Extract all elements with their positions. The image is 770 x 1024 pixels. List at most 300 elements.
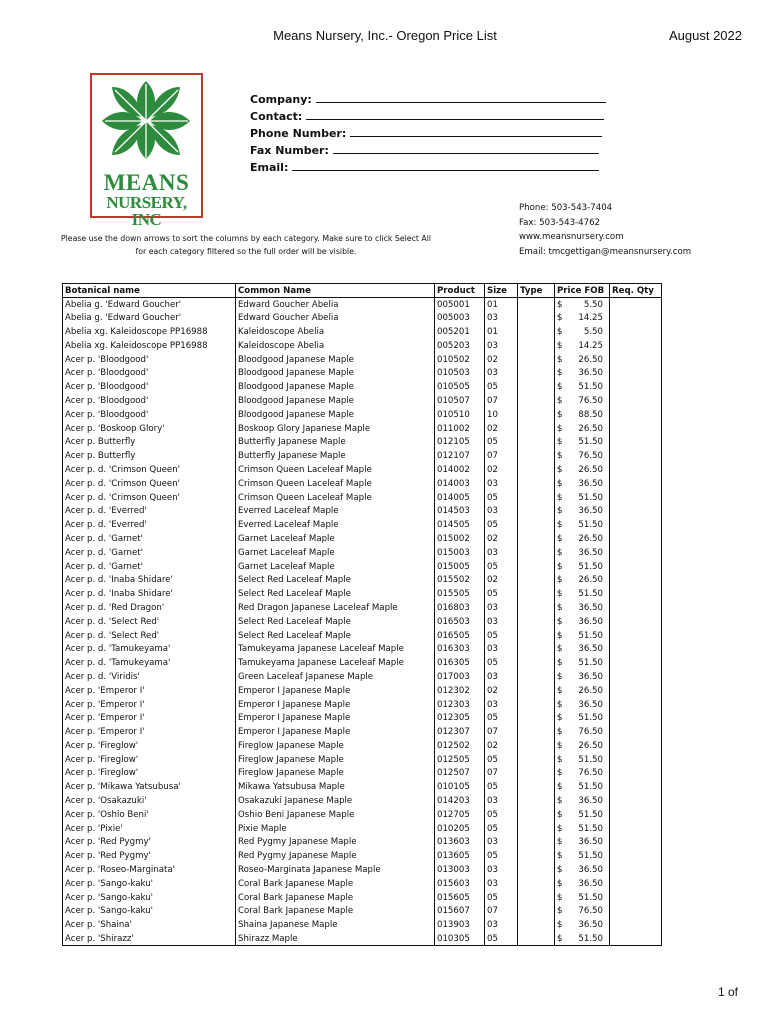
table-row: [63, 822, 662, 836]
type-cell: [518, 670, 555, 684]
size-cell: 05: [485, 629, 518, 643]
common-name-cell: Select Red Laceleaf Maple: [236, 615, 435, 629]
currency-symbol: $: [557, 589, 563, 600]
type-cell: [518, 905, 555, 919]
column-header-product[interactable]: Product: [435, 284, 485, 298]
common-name-cell: Crimson Queen Laceleaf Maple: [236, 477, 435, 491]
common-name-cell: Everred Laceleaf Maple: [236, 504, 435, 518]
size-cell: 05: [485, 808, 518, 822]
currency-symbol: $: [557, 506, 563, 517]
type-cell: [518, 615, 555, 629]
price-amount: 51.50: [578, 561, 603, 572]
req-qty-input[interactable]: [610, 891, 662, 905]
size-cell: 02: [485, 532, 518, 546]
table-row: [63, 849, 662, 863]
req-qty-input[interactable]: [610, 546, 662, 560]
req-qty-input[interactable]: [610, 877, 662, 891]
type-cell: [518, 684, 555, 698]
common-name-cell: Garnet Laceleaf Maple: [236, 560, 435, 574]
common-name-cell: Crimson Queen Laceleaf Maple: [236, 463, 435, 477]
price-fob-cell: [555, 477, 610, 491]
type-cell: [518, 711, 555, 725]
price-amount: 76.50: [578, 768, 603, 779]
req-qty-input[interactable]: [610, 615, 662, 629]
fax-number-field[interactable]: [250, 142, 606, 159]
product-code-cell: 005201: [435, 325, 485, 339]
currency-symbol: $: [557, 823, 563, 834]
table-row: [63, 918, 662, 932]
size-cell: 05: [485, 656, 518, 670]
botanical-name-cell: Acer p. 'Oshio Beni': [63, 808, 236, 822]
common-name-cell: Butterfly Japanese Maple: [236, 449, 435, 463]
botanical-name-cell: Acer p. d. 'Viridis': [63, 670, 236, 684]
req-qty-input[interactable]: [610, 629, 662, 643]
currency-symbol: $: [557, 837, 563, 848]
product-code-cell: 012505: [435, 753, 485, 767]
common-name-cell: Emperor I Japanese Maple: [236, 684, 435, 698]
size-cell: 02: [485, 463, 518, 477]
type-cell: [518, 753, 555, 767]
common-name-cell: Edward Goucher Abelia: [236, 311, 435, 325]
price-fob-cell: [555, 780, 610, 794]
botanical-name-cell: Acer p. 'Mikawa Yatsubusa': [63, 780, 236, 794]
type-cell: [518, 560, 555, 574]
table-row: [63, 532, 662, 546]
product-code-cell: 015502: [435, 573, 485, 587]
currency-symbol: $: [557, 851, 563, 862]
price-fob-cell: [555, 601, 610, 615]
size-cell: 05: [485, 849, 518, 863]
table-row: [63, 366, 662, 380]
req-qty-input[interactable]: [610, 836, 662, 850]
table-row: [63, 449, 662, 463]
common-name-cell: Green Laceleaf Japanese Maple: [236, 670, 435, 684]
req-qty-input[interactable]: [610, 656, 662, 670]
req-qty-input[interactable]: [610, 780, 662, 794]
common-name-cell: Garnet Laceleaf Maple: [236, 532, 435, 546]
req-qty-input[interactable]: [610, 366, 662, 380]
common-name-cell: Red Pygmy Japanese Maple: [236, 836, 435, 850]
req-qty-input[interactable]: [610, 753, 662, 767]
req-qty-input[interactable]: [610, 684, 662, 698]
type-cell: [518, 339, 555, 353]
size-cell: 05: [485, 491, 518, 505]
req-qty-input[interactable]: [610, 711, 662, 725]
price-amount: 36.50: [578, 671, 603, 682]
product-code-cell: 015005: [435, 560, 485, 574]
company-website[interactable]: www.meansnursery.com: [519, 232, 624, 243]
size-cell: 03: [485, 877, 518, 891]
price-fob-cell: [555, 311, 610, 325]
botanical-name-cell: Acer p. 'Fireglow': [63, 739, 236, 753]
req-qty-input[interactable]: [610, 449, 662, 463]
type-cell: [518, 808, 555, 822]
column-header-type[interactable]: Type: [518, 284, 555, 298]
company-contact-info: [519, 201, 691, 259]
currency-symbol: $: [557, 920, 563, 931]
currency-symbol: $: [557, 478, 563, 489]
price-fob-cell: [555, 932, 610, 946]
req-qty-input[interactable]: [610, 504, 662, 518]
price-amount: 51.50: [578, 933, 603, 944]
type-cell: [518, 601, 555, 615]
company-label: Company:: [250, 93, 312, 106]
currency-symbol: $: [557, 437, 563, 448]
req-qty-input[interactable]: [610, 573, 662, 587]
price-amount: 26.50: [578, 685, 603, 696]
contact-field[interactable]: [250, 108, 606, 125]
table-row: [63, 739, 662, 753]
type-cell: [518, 698, 555, 712]
table-row: [63, 711, 662, 725]
common-name-cell: Edward Goucher Abelia: [236, 298, 435, 312]
botanical-name-cell: Acer p. Butterfly: [63, 435, 236, 449]
req-qty-input[interactable]: [610, 905, 662, 919]
price-fob-cell: [555, 918, 610, 932]
size-cell: 03: [485, 642, 518, 656]
req-qty-input[interactable]: [610, 670, 662, 684]
type-cell: [518, 463, 555, 477]
req-qty-input[interactable]: [610, 767, 662, 781]
common-name-cell: Bloodgood Japanese Maple: [236, 380, 435, 394]
currency-symbol: $: [557, 933, 563, 944]
column-header-botanical-name[interactable]: Botanical name: [63, 284, 236, 298]
price-amount: 51.50: [578, 382, 603, 393]
currency-symbol: $: [557, 382, 563, 393]
botanical-name-cell: Acer p. 'Bloodgood': [63, 353, 236, 367]
size-cell: 03: [485, 366, 518, 380]
common-name-cell: Bloodgood Japanese Maple: [236, 394, 435, 408]
botanical-name-cell: Acer p. 'Emperor I': [63, 711, 236, 725]
type-cell: [518, 435, 555, 449]
currency-symbol: $: [557, 740, 563, 751]
currency-symbol: $: [557, 368, 563, 379]
req-qty-input[interactable]: [610, 477, 662, 491]
type-cell: [518, 656, 555, 670]
contact-form: [250, 91, 606, 176]
table-row: [63, 422, 662, 436]
currency-symbol: $: [557, 533, 563, 544]
price-amount: 36.50: [578, 837, 603, 848]
botanical-name-cell: Acer p. d. 'Garnet': [63, 532, 236, 546]
price-fob-cell: [555, 642, 610, 656]
price-fob-cell: [555, 863, 610, 877]
req-qty-input[interactable]: [610, 560, 662, 574]
common-name-cell: Shaina Japanese Maple: [236, 918, 435, 932]
column-header-req-qty[interactable]: Req. Qty: [610, 284, 662, 298]
req-qty-input[interactable]: [610, 808, 662, 822]
botanical-name-cell: Acer p. d. 'Select Red': [63, 615, 236, 629]
price-fob-cell: [555, 435, 610, 449]
type-cell: [518, 836, 555, 850]
product-code-cell: 011002: [435, 422, 485, 436]
botanical-name-cell: Acer p. d. 'Tamukeyama': [63, 656, 236, 670]
req-qty-input[interactable]: [610, 794, 662, 808]
price-amount: 51.50: [578, 713, 603, 724]
product-code-cell: 015607: [435, 905, 485, 919]
product-code-cell: 015505: [435, 587, 485, 601]
common-name-cell: Select Red Laceleaf Maple: [236, 573, 435, 587]
price-list-date: August 2022: [668, 28, 742, 43]
price-amount: 36.50: [578, 644, 603, 655]
common-name-cell: Tamukeyama Japanese Laceleaf Maple: [236, 656, 435, 670]
product-code-cell: 012705: [435, 808, 485, 822]
common-name-cell: Bloodgood Japanese Maple: [236, 408, 435, 422]
size-cell: 03: [485, 477, 518, 491]
common-name-cell: Emperor I Japanese Maple: [236, 725, 435, 739]
price-fob-cell: [555, 532, 610, 546]
botanical-name-cell: Acer p. 'Pixie': [63, 822, 236, 836]
currency-symbol: $: [557, 865, 563, 876]
req-qty-input[interactable]: [610, 380, 662, 394]
product-code-cell: 016303: [435, 642, 485, 656]
type-cell: [518, 849, 555, 863]
req-qty-input[interactable]: [610, 918, 662, 932]
req-qty-input[interactable]: [610, 339, 662, 353]
botanical-name-cell: Acer p. 'Fireglow': [63, 753, 236, 767]
req-qty-input[interactable]: [610, 739, 662, 753]
price-fob-cell: [555, 877, 610, 891]
currency-symbol: $: [557, 451, 563, 462]
type-cell: [518, 794, 555, 808]
req-qty-input[interactable]: [610, 822, 662, 836]
req-qty-input[interactable]: [610, 325, 662, 339]
product-code-cell: 015002: [435, 532, 485, 546]
botanical-name-cell: Abelia g. 'Edward Goucher': [63, 298, 236, 312]
common-name-cell: Red Pygmy Japanese Maple: [236, 849, 435, 863]
size-cell: 03: [485, 670, 518, 684]
table-row: [63, 615, 662, 629]
product-code-cell: 016305: [435, 656, 485, 670]
price-fob-cell: [555, 339, 610, 353]
price-fob-cell: [555, 670, 610, 684]
currency-symbol: $: [557, 809, 563, 820]
size-cell: 07: [485, 394, 518, 408]
req-qty-input[interactable]: [610, 642, 662, 656]
botanical-name-cell: Acer p. 'Emperor I': [63, 725, 236, 739]
page-title: Means Nursery, Inc.- Oregon Price List: [273, 28, 497, 43]
common-name-cell: Kaleidoscope Abelia: [236, 325, 435, 339]
req-qty-input[interactable]: [610, 298, 662, 312]
size-cell: 07: [485, 767, 518, 781]
size-cell: 02: [485, 353, 518, 367]
table-row: [63, 684, 662, 698]
table-row: [63, 477, 662, 491]
price-fob-cell: [555, 325, 610, 339]
size-cell: 05: [485, 587, 518, 601]
price-amount: 36.50: [578, 699, 603, 710]
product-code-cell: 014505: [435, 518, 485, 532]
table-row: [63, 298, 662, 312]
price-fob-cell: [555, 380, 610, 394]
botanical-name-cell: Acer p. 'Sango-kaku': [63, 891, 236, 905]
size-cell: 03: [485, 794, 518, 808]
email-field[interactable]: [250, 159, 606, 176]
product-code-cell: 012305: [435, 711, 485, 725]
price-fob-cell: [555, 615, 610, 629]
column-header-price-fob[interactable]: Price FOB: [555, 284, 610, 298]
botanical-name-cell: Acer p. d. 'Select Red': [63, 629, 236, 643]
req-qty-input[interactable]: [610, 587, 662, 601]
type-cell: [518, 380, 555, 394]
product-code-cell: 016503: [435, 615, 485, 629]
product-code-cell: 014003: [435, 477, 485, 491]
sort-instructions: [56, 233, 436, 258]
req-qty-input[interactable]: [610, 863, 662, 877]
price-fob-cell: [555, 891, 610, 905]
price-fob-cell: [555, 353, 610, 367]
common-name-cell: Fireglow Japanese Maple: [236, 753, 435, 767]
currency-symbol: $: [557, 575, 563, 586]
currency-symbol: $: [557, 492, 563, 503]
size-cell: 05: [485, 932, 518, 946]
product-code-cell: 013603: [435, 836, 485, 850]
price-fob-cell: [555, 808, 610, 822]
price-fob-cell: [555, 573, 610, 587]
req-qty-input[interactable]: [610, 849, 662, 863]
currency-symbol: $: [557, 768, 563, 779]
size-cell: 03: [485, 504, 518, 518]
botanical-name-cell: Acer p. d. 'Garnet': [63, 560, 236, 574]
type-cell: [518, 353, 555, 367]
req-qty-input[interactable]: [610, 932, 662, 946]
table-row: [63, 642, 662, 656]
price-amount: 5.50: [583, 326, 603, 337]
column-header-common-name[interactable]: Common Name: [236, 284, 435, 298]
currency-symbol: $: [557, 409, 563, 420]
product-code-cell: 010502: [435, 353, 485, 367]
size-cell: 03: [485, 311, 518, 325]
req-qty-input[interactable]: [610, 435, 662, 449]
req-qty-input[interactable]: [610, 311, 662, 325]
type-cell: [518, 642, 555, 656]
table-row: [63, 560, 662, 574]
price-amount: 51.50: [578, 754, 603, 765]
req-qty-input[interactable]: [610, 463, 662, 477]
price-amount: 5.50: [583, 299, 603, 310]
size-cell: 02: [485, 739, 518, 753]
common-name-cell: Coral Bark Japanese Maple: [236, 877, 435, 891]
common-name-cell: Shirazz Maple: [236, 932, 435, 946]
company-fax: Fax: 503-543-4762: [519, 217, 601, 228]
table-row: [63, 587, 662, 601]
price-list-table: [62, 283, 662, 946]
currency-symbol: $: [557, 699, 563, 710]
type-cell: [518, 504, 555, 518]
botanical-name-cell: Acer p. 'Emperor I': [63, 684, 236, 698]
req-qty-input[interactable]: [610, 725, 662, 739]
price-amount: 51.50: [578, 851, 603, 862]
size-cell: 05: [485, 711, 518, 725]
req-qty-input[interactable]: [610, 491, 662, 505]
req-qty-input[interactable]: [610, 408, 662, 422]
req-qty-input[interactable]: [610, 353, 662, 367]
product-code-cell: 014203: [435, 794, 485, 808]
common-name-cell: Boskoop Glory Japanese Maple: [236, 422, 435, 436]
req-qty-input[interactable]: [610, 422, 662, 436]
instructions-line-2: for each category filtered so the full order will be visible.: [135, 246, 357, 256]
currency-symbol: $: [557, 878, 563, 889]
price-fob-cell: [555, 794, 610, 808]
company-phone: Phone: 503-543-7404: [519, 203, 613, 213]
common-name-cell: Red Dragon Japanese Laceleaf Maple: [236, 601, 435, 615]
table-row: [63, 311, 662, 325]
currency-symbol: $: [557, 754, 563, 765]
botanical-name-cell: Abelia xg. Kaleidoscope PP16988: [63, 339, 236, 353]
price-amount: 26.50: [578, 464, 603, 475]
table-row: [63, 491, 662, 505]
product-code-cell: 010503: [435, 366, 485, 380]
currency-symbol: $: [557, 354, 563, 365]
botanical-name-cell: Abelia g. 'Edward Goucher': [63, 311, 236, 325]
botanical-name-cell: Acer p. 'Red Pygmy': [63, 849, 236, 863]
botanical-name-cell: Acer p. d. 'Everred': [63, 518, 236, 532]
phone-number-field[interactable]: [250, 125, 606, 142]
botanical-name-cell: Acer p. 'Shaina': [63, 918, 236, 932]
req-qty-input[interactable]: [610, 394, 662, 408]
price-fob-cell: [555, 684, 610, 698]
botanical-name-cell: Acer p. 'Osakazuki': [63, 794, 236, 808]
type-cell: [518, 325, 555, 339]
type-cell: [518, 366, 555, 380]
req-qty-input[interactable]: [610, 532, 662, 546]
size-cell: 03: [485, 546, 518, 560]
currency-symbol: $: [557, 796, 563, 807]
common-name-cell: Fireglow Japanese Maple: [236, 739, 435, 753]
common-name-cell: Select Red Laceleaf Maple: [236, 629, 435, 643]
price-fob-cell: [555, 836, 610, 850]
company-field[interactable]: [250, 91, 606, 108]
table-row: [63, 504, 662, 518]
price-fob-cell: [555, 698, 610, 712]
common-name-cell: Kaleidoscope Abelia: [236, 339, 435, 353]
size-cell: 05: [485, 435, 518, 449]
botanical-name-cell: Acer p. d. 'Everred': [63, 504, 236, 518]
common-name-cell: Crimson Queen Laceleaf Maple: [236, 491, 435, 505]
table-row: [63, 794, 662, 808]
size-cell: 05: [485, 518, 518, 532]
currency-symbol: $: [557, 299, 563, 310]
botanical-name-cell: Acer p. 'Bloodgood': [63, 394, 236, 408]
table-row: [63, 629, 662, 643]
common-name-cell: Oshio Beni Japanese Maple: [236, 808, 435, 822]
price-fob-cell: [555, 587, 610, 601]
price-amount: 51.50: [578, 782, 603, 793]
currency-symbol: $: [557, 464, 563, 475]
currency-symbol: $: [557, 561, 563, 572]
price-fob-cell: [555, 449, 610, 463]
column-header-size[interactable]: Size: [485, 284, 518, 298]
type-cell: [518, 932, 555, 946]
type-cell: [518, 546, 555, 560]
req-qty-input[interactable]: [610, 601, 662, 615]
size-cell: 03: [485, 698, 518, 712]
size-cell: 07: [485, 449, 518, 463]
type-cell: [518, 863, 555, 877]
common-name-cell: Osakazuki Japanese Maple: [236, 794, 435, 808]
req-qty-input[interactable]: [610, 698, 662, 712]
product-code-cell: 005003: [435, 311, 485, 325]
price-fob-cell: [555, 739, 610, 753]
company-email[interactable]: Email: tmcgettigan@meansnursery.com: [519, 246, 692, 257]
type-cell: [518, 877, 555, 891]
req-qty-input[interactable]: [610, 518, 662, 532]
product-code-cell: 010510: [435, 408, 485, 422]
price-fob-cell: [555, 629, 610, 643]
currency-symbol: $: [557, 616, 563, 627]
currency-symbol: $: [557, 395, 563, 406]
price-amount: 36.50: [578, 547, 603, 558]
